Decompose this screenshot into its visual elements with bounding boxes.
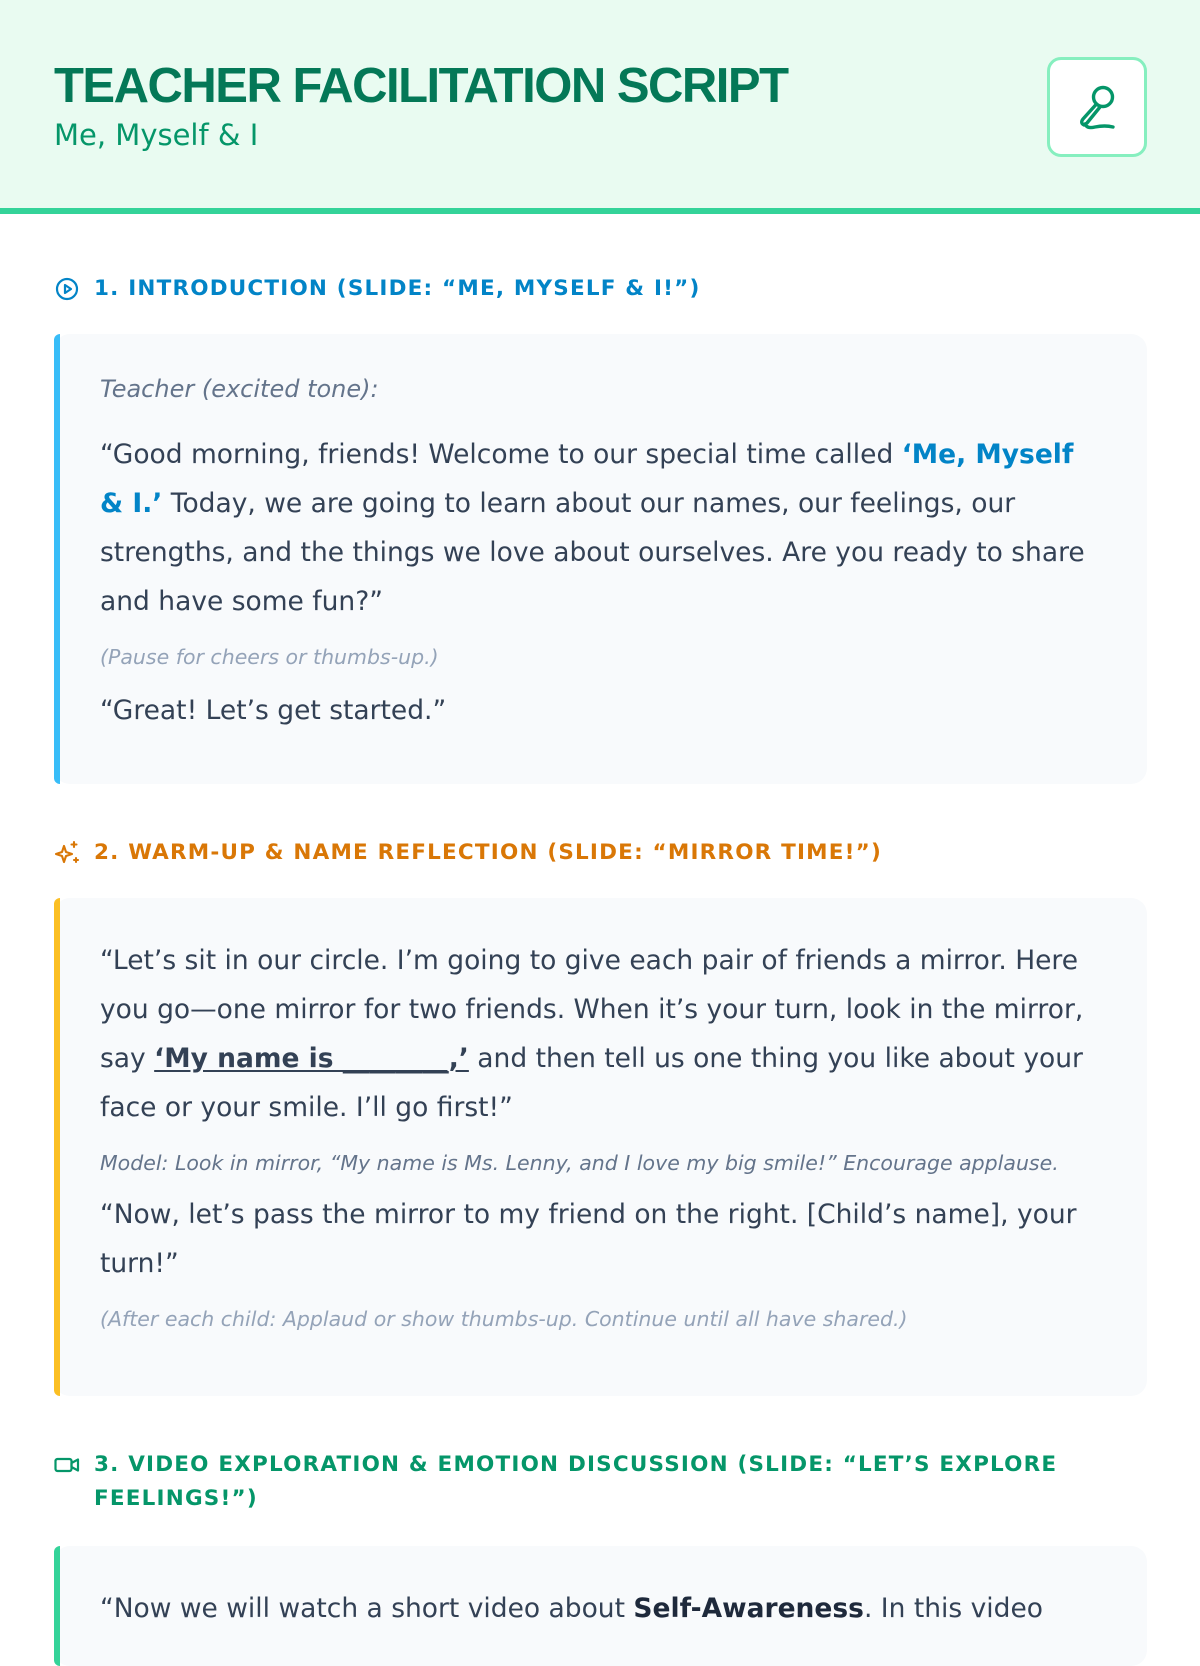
page-subtitle: Me, Myself & I bbox=[54, 118, 259, 152]
card-accent-bar bbox=[54, 898, 60, 1396]
script-card-warm-up bbox=[54, 898, 1147, 1396]
video-camera-icon bbox=[54, 1448, 80, 1482]
quote-text: “Let’s sit in our circle. I’m going to give each pair of friends a mirror. Here you go—one mirror for two friends. When it’s your turn, look in the mirror, say bbox=[100, 945, 1084, 1074]
heading-line: FEELINGS!”) bbox=[94, 1486, 258, 1511]
section-heading-text: 2. WARM-UP & NAME REFLECTION (SLIDE: “MIRROR TIME!”) bbox=[94, 840, 883, 865]
quote-text: Today, we are going to learn about our names, our feelings, our strengths, and the things we love about ourselves. Are you ready to share and have some fun?” bbox=[100, 488, 1085, 617]
quote-text: “Good morning, friends! Welcome to our special time called bbox=[100, 439, 902, 470]
microphone-icon bbox=[1075, 83, 1119, 131]
model-instruction: Model: Look in mirror, “My name is Ms. Lenny, and I love my big smile!” Encourage applause. bbox=[100, 1151, 1059, 1175]
section-heading-text bbox=[94, 1448, 1057, 1516]
quote-text: “Now we will watch a short video about bbox=[100, 1593, 634, 1624]
section-heading-video bbox=[54, 1448, 1057, 1516]
quote-highlight: ‘My name is ________,’ bbox=[154, 1043, 469, 1074]
section-heading-warm-up bbox=[54, 836, 882, 870]
card-accent-bar bbox=[54, 334, 60, 784]
script-quote bbox=[100, 936, 1103, 1132]
script-quote-closing: “Great! Let’s get started.” bbox=[100, 695, 447, 726]
script-quote: “Now, let’s pass the mirror to my friend on the right. [Child’s name], your turn!” bbox=[100, 1199, 1077, 1279]
section-heading-introduction bbox=[54, 272, 701, 306]
script-quote bbox=[100, 1584, 1103, 1633]
sparkles-icon bbox=[54, 836, 80, 870]
microphone-badge bbox=[1047, 57, 1147, 157]
card-accent-bar bbox=[54, 1546, 60, 1666]
stage-direction: (After each child: Applaud or show thumbs-up. Continue until all have shared.) bbox=[100, 1307, 908, 1331]
script-card-introduction bbox=[54, 334, 1147, 784]
play-circle-icon bbox=[54, 272, 80, 306]
speaker-label: Teacher (excited tone): bbox=[100, 375, 379, 403]
section-heading-text: 1. INTRODUCTION (SLIDE: “ME, MYSELF & I!”) bbox=[94, 276, 701, 301]
quote-text: and then tell us one thing you like about your face or your smile. I’ll go first!” bbox=[100, 1043, 1083, 1123]
script-quote bbox=[100, 430, 1103, 626]
script-card-video bbox=[54, 1546, 1147, 1666]
quote-bold: Self-Awareness bbox=[633, 1593, 864, 1624]
page-title: TEACHER FACILITATION SCRIPT bbox=[54, 59, 788, 113]
quote-text: . In this video bbox=[863, 1593, 1043, 1624]
heading-line: 3. VIDEO EXPLORATION & EMOTION DISCUSSION (SLIDE: “LET’S EXPLORE bbox=[94, 1452, 1058, 1477]
page-header bbox=[0, 0, 1200, 214]
quote-highlight: ‘Me, Myself & I.’ bbox=[100, 439, 1074, 519]
stage-direction: (Pause for cheers or thumbs-up.) bbox=[100, 645, 439, 669]
